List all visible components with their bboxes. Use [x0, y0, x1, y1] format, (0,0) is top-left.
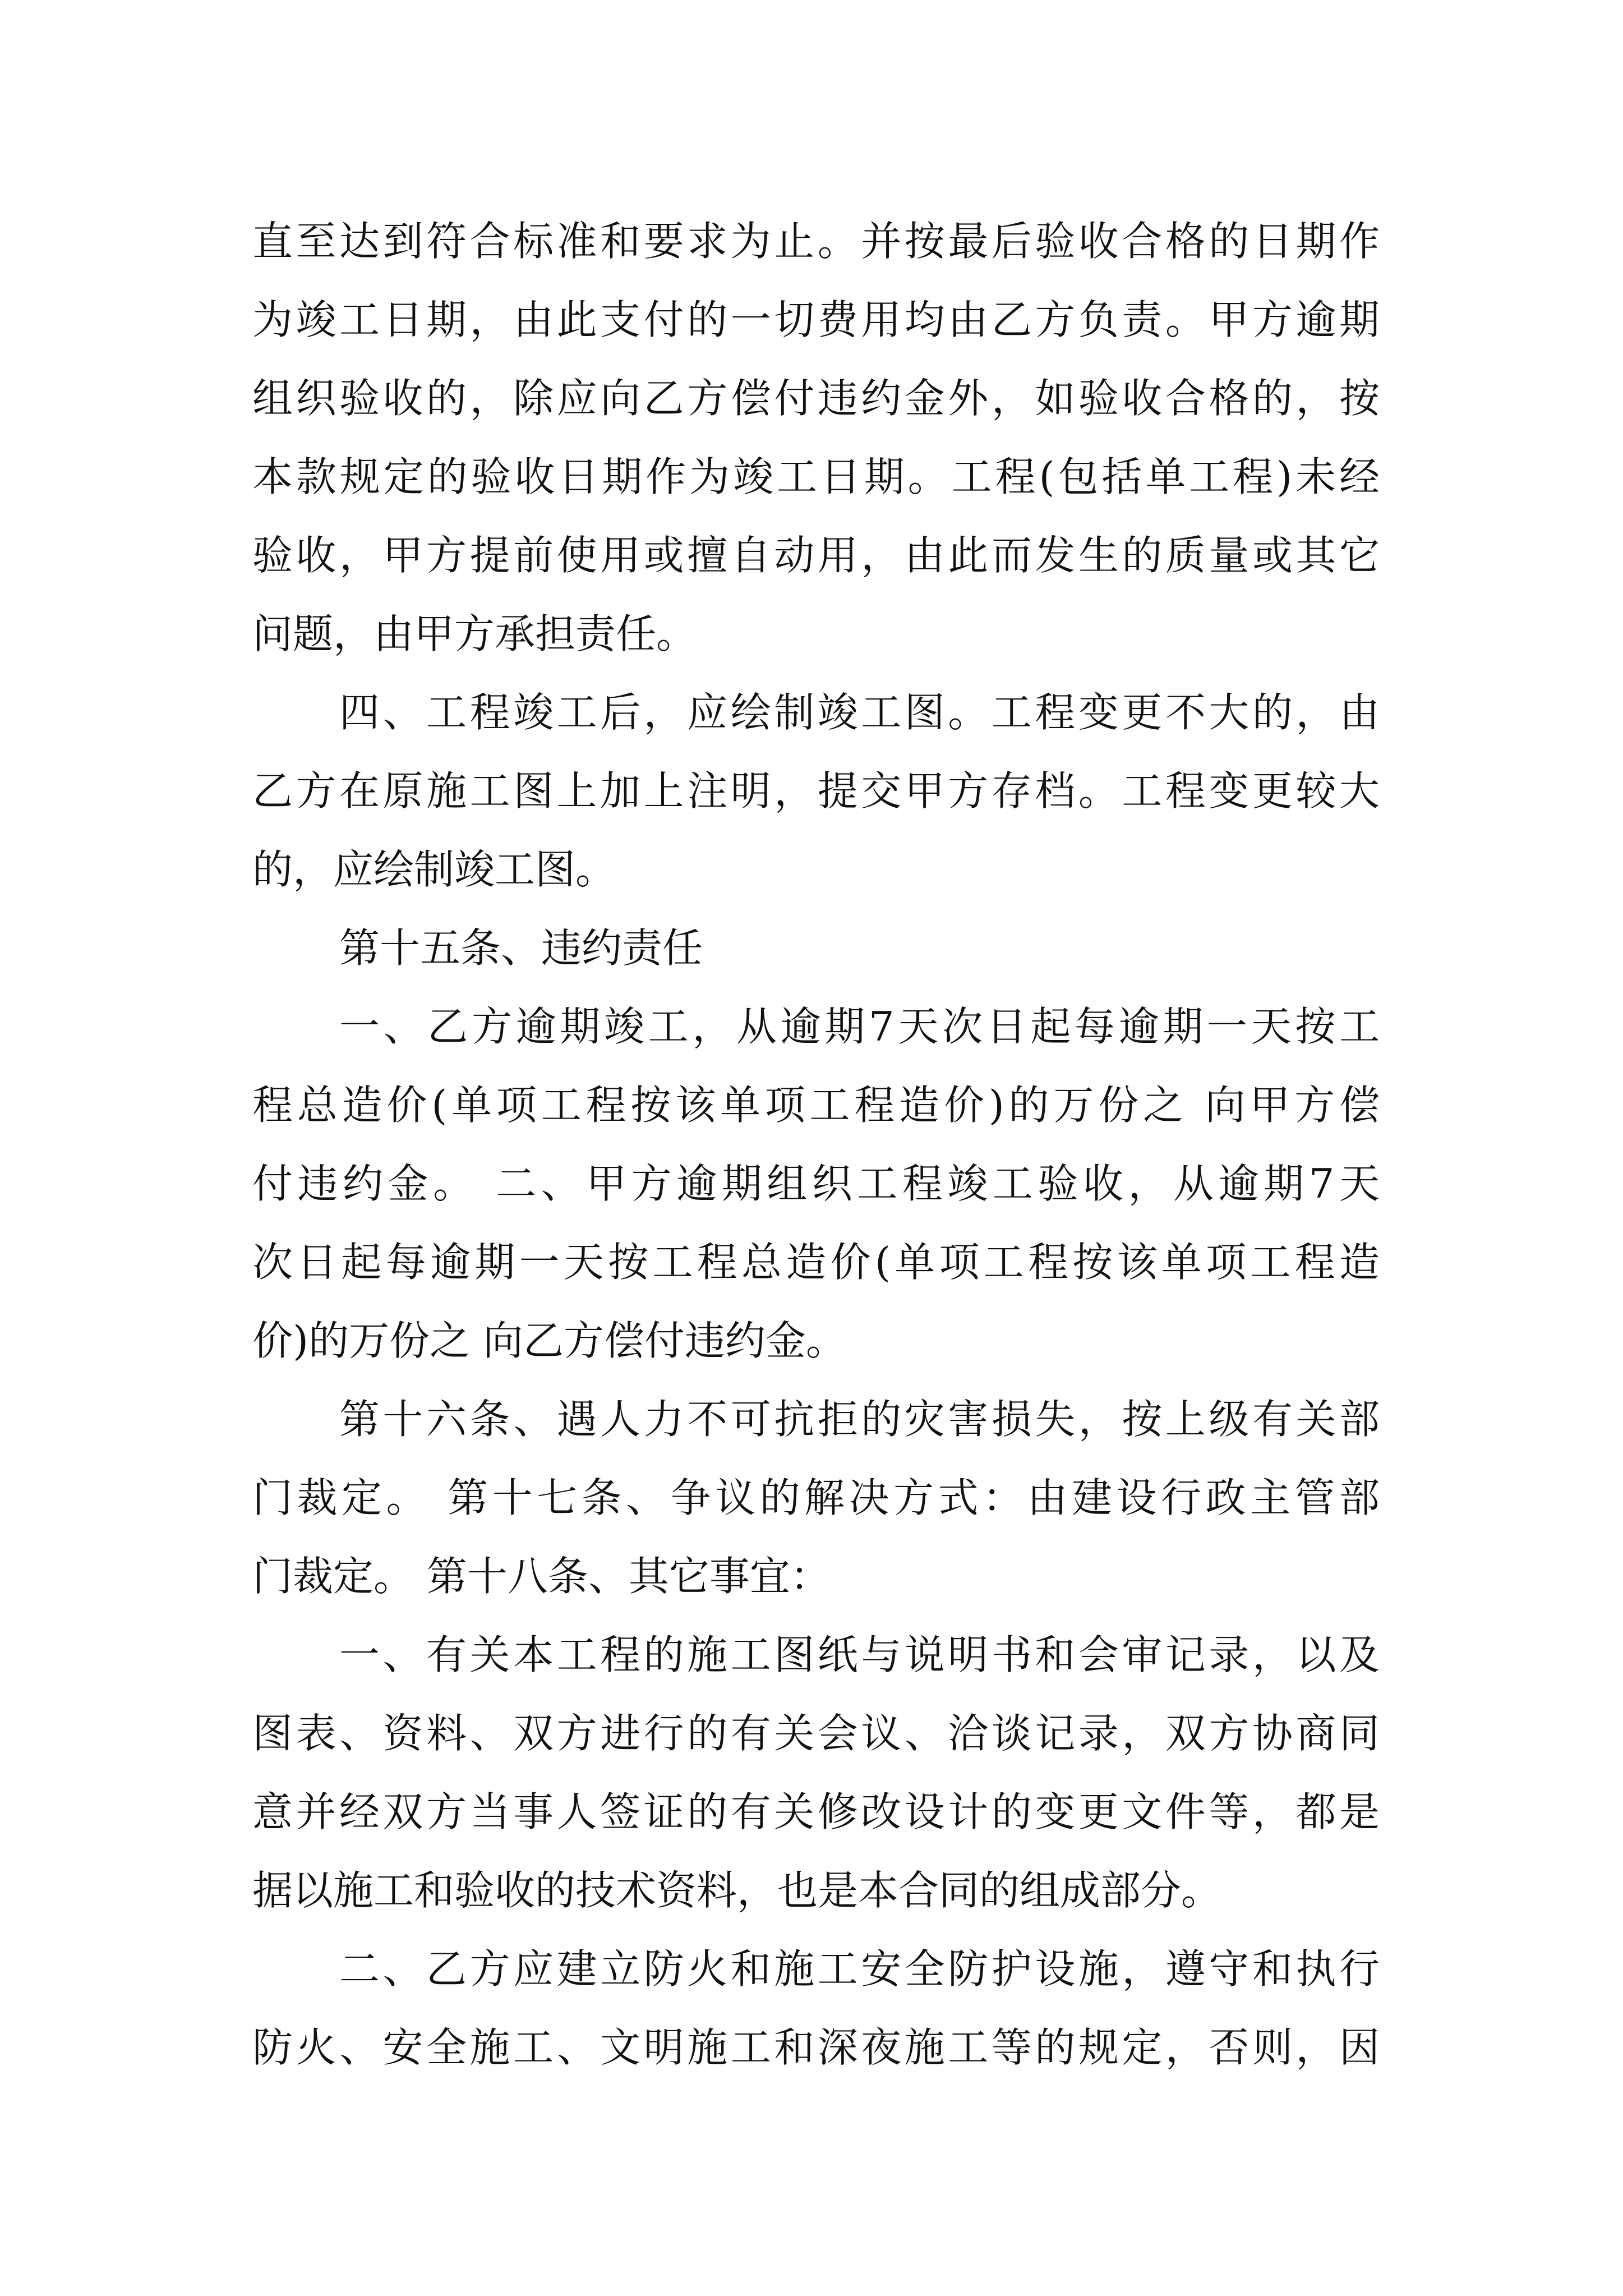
- text-line: 门裁定。 第十八条、其它事宜：: [252, 1553, 831, 1600]
- paragraph-first-line: 第十六条、遇人力不可抗拒的灾害损失，按上级有关部: [339, 1396, 1380, 1443]
- text-line: 组织验收的，除应向乙方偿付违约金外，如验收合格的，按: [252, 375, 1380, 422]
- text-line: 程总造价(单项工程按该单项工程造价)的万份之 向甲方偿: [252, 1082, 1380, 1129]
- text-line: 直至达到符合标准和要求为止。并按最后验收合格的日期作: [252, 218, 1380, 265]
- text-line: 次日起每逾期一天按工程总造价(单项工程按该单项工程造: [252, 1239, 1380, 1286]
- text-line: 验收，甲方提前使用或擅自动用，由此而发生的质量或其它: [252, 532, 1380, 579]
- text-line: 据以施工和验收的技术资料，也是本合同的组成部分。: [252, 1867, 1222, 1914]
- section-heading: 第十五条、违约责任: [339, 924, 703, 972]
- text-line: 问题，由甲方承担责任。: [252, 610, 697, 657]
- paragraph-first-line: 二、乙方应建立防火和施工安全防护设施，遵守和执行: [339, 1945, 1380, 1993]
- text-line: 本款规定的验收日期作为竣工日期。工程(包括单工程)未经: [252, 453, 1380, 500]
- text-line: 图表、资料、双方进行的有关会议、洽谈记录，双方协商同: [252, 1710, 1380, 1757]
- paragraph-first-line: 一、乙方逾期竣工，从逾期7天次日起每逾期一天按工: [339, 1003, 1380, 1050]
- text-line: 付违约金。 二、甲方逾期组织工程竣工验收，从逾期7天: [252, 1160, 1380, 1207]
- paragraph-first-line: 四、工程竣工后，应绘制竣工图。工程变更不大的，由: [339, 689, 1380, 736]
- text-line: 的，应绘制竣工图。: [252, 846, 616, 893]
- text-line: 为竣工日期，由此支付的一切费用均由乙方负责。甲方逾期: [252, 296, 1380, 343]
- paragraph-first-line: 一、有关本工程的施工图纸与说明书和会审记录，以及: [339, 1631, 1380, 1678]
- text-line: 意并经双方当事人签证的有关修改设计的变更文件等，都是: [252, 1788, 1380, 1835]
- text-line: 价)的万份之 向乙方偿付违约金。: [252, 1317, 846, 1364]
- text-line: 门裁定。 第十七条、争议的解决方式：由建设行政主管部: [252, 1474, 1380, 1521]
- text-line: 乙方在原施工图上加上注明，提交甲方存档。工程变更较大: [252, 767, 1380, 815]
- text-line: 防火、安全施工、文明施工和深夜施工等的规定，否则，因: [252, 2024, 1380, 2071]
